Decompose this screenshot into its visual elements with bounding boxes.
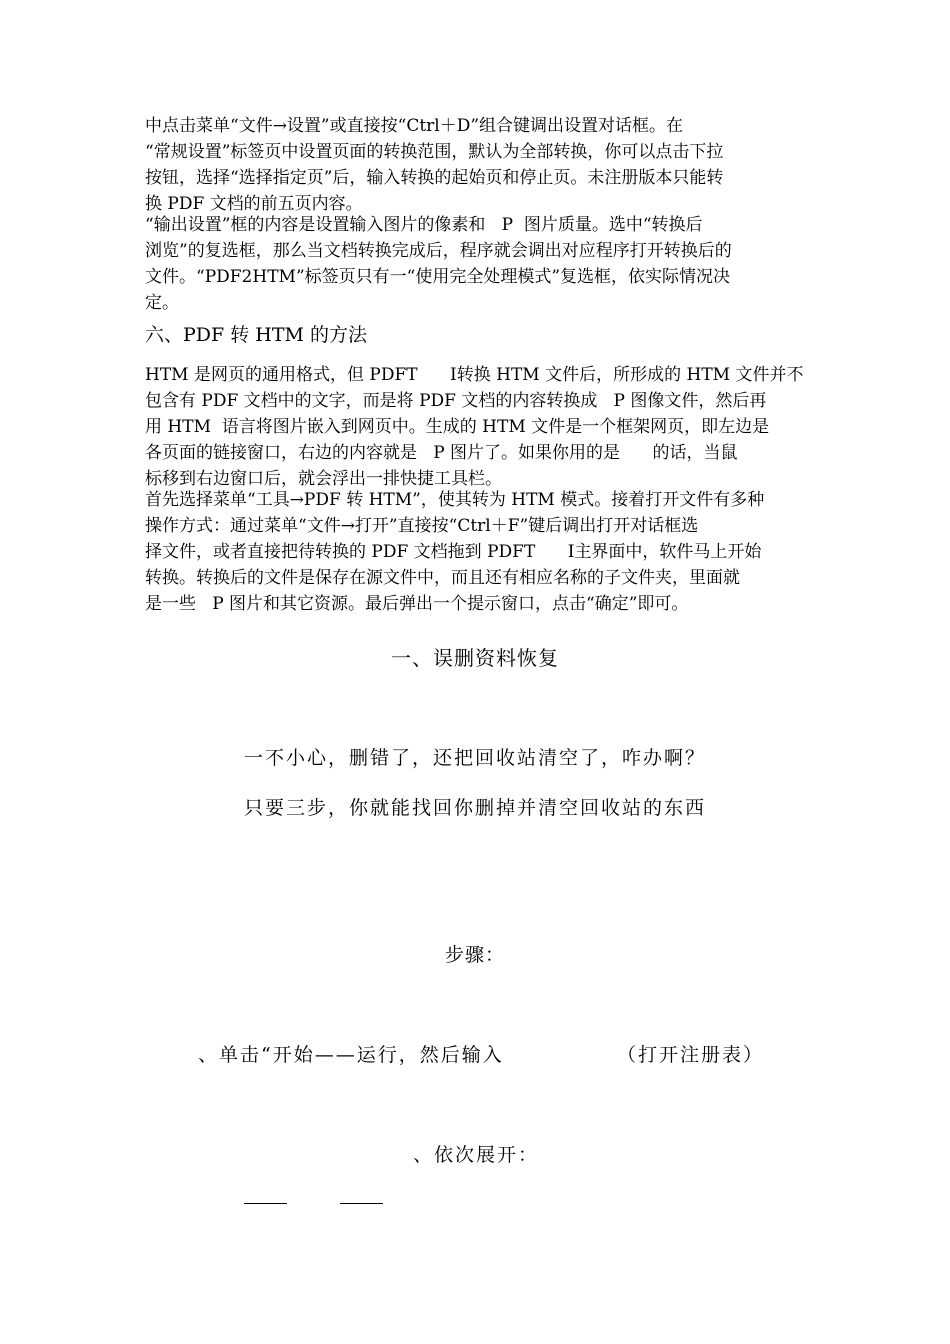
steps-label: 步骤： xyxy=(444,944,505,966)
blank-underline xyxy=(340,1203,383,1204)
text-line: 浏览”的复选框，那么当文档转换完成后，程序就会调出对应程序打开转换后的 xyxy=(145,241,732,261)
text-line: 操作方式：通过菜单“文件→打开”直接按“Ctrl＋F”键后调出打开对话框选 xyxy=(145,516,699,536)
text-line: 标移到右边窗口后，就会浮出一排快捷工具栏。 xyxy=(145,469,502,489)
intro-line-2: 只要三步，你就能找回你删掉并清空回收站的东西 xyxy=(243,797,706,819)
text-line: 首先选择菜单“工具→PDF 转 HTM”，使其转为 HTM 模式。接着打开文件有多种 xyxy=(145,490,765,510)
paragraph-output-settings xyxy=(145,212,810,316)
page-title: 一、误删资料恢复 xyxy=(391,646,559,670)
text-line: 文件。“PDF2HTM”标签页只有一“使用完全处理模式”复选框，依实际情况决 xyxy=(145,267,731,287)
text-line: 中点击菜单“文件→设置”或直接按“Ctrl＋D”组合键调出设置对话框。在 xyxy=(145,116,684,136)
text-line: 换 PDF 文档的前五页内容。 xyxy=(145,194,363,214)
text-line: 用 HTM 语言将图片嵌入到网页中。生成的 HTM 文件是一个框架网页，即左边是 xyxy=(145,417,770,437)
step-1-note: （打开注册表） xyxy=(617,1044,765,1066)
paragraph-settings-dialog xyxy=(145,113,810,217)
paragraph-conversion-steps xyxy=(145,487,810,617)
text-line: “输出设置”框的内容是设置输入图片的像素和 P 图片质量。选中“转换后 xyxy=(145,215,703,235)
text-line: 是一些 P 图片和其它资源。最后弹出一个提示窗口，点击“确定”即可。 xyxy=(145,594,689,614)
text-line: 择文件，或者直接把待转换的 PDF 文档拖到 PDFT I主界面中，软件马上开始 xyxy=(145,542,762,562)
text-line: 各页面的链接窗口，右边的内容就是 P 图片了。如果你用的是 的话，当鼠 xyxy=(145,443,738,463)
text-line: HTM 是网页的通用格式，但 PDFT I转换 HTM 文件后，所形成的 HTM 文件并不 xyxy=(145,365,804,385)
blank-underline xyxy=(244,1203,287,1204)
text-line: 定。 xyxy=(145,293,179,313)
section-heading: 六、PDF 转 HTM 的方法 xyxy=(145,324,368,346)
text-line: 包含有 PDF 文档中的文字，而是将 PDF 文档的内容转换成 P 图像文件，然后再 xyxy=(145,391,767,411)
text-line: “常规设置”标签页中设置页面的转换范围，默认为全部转换，你可以点击下拉 xyxy=(145,142,724,162)
step-2-text: 、依次展开： xyxy=(413,1144,540,1166)
intro-line-1: 一不小心，删错了，还把回收站清空了，咋办啊？ xyxy=(243,747,706,769)
text-line: 按钮，选择“选择指定页”后，输入转换的起始页和停止页。未注册版本只能转 xyxy=(145,168,724,188)
text-line: 转换。转换后的文件是保存在源文件中，而且还有相应名称的子文件夹，里面就 xyxy=(145,568,740,588)
step-1-text: 、单击“开始——运行，然后输入 xyxy=(198,1044,504,1066)
paragraph-htm-format xyxy=(145,362,810,492)
